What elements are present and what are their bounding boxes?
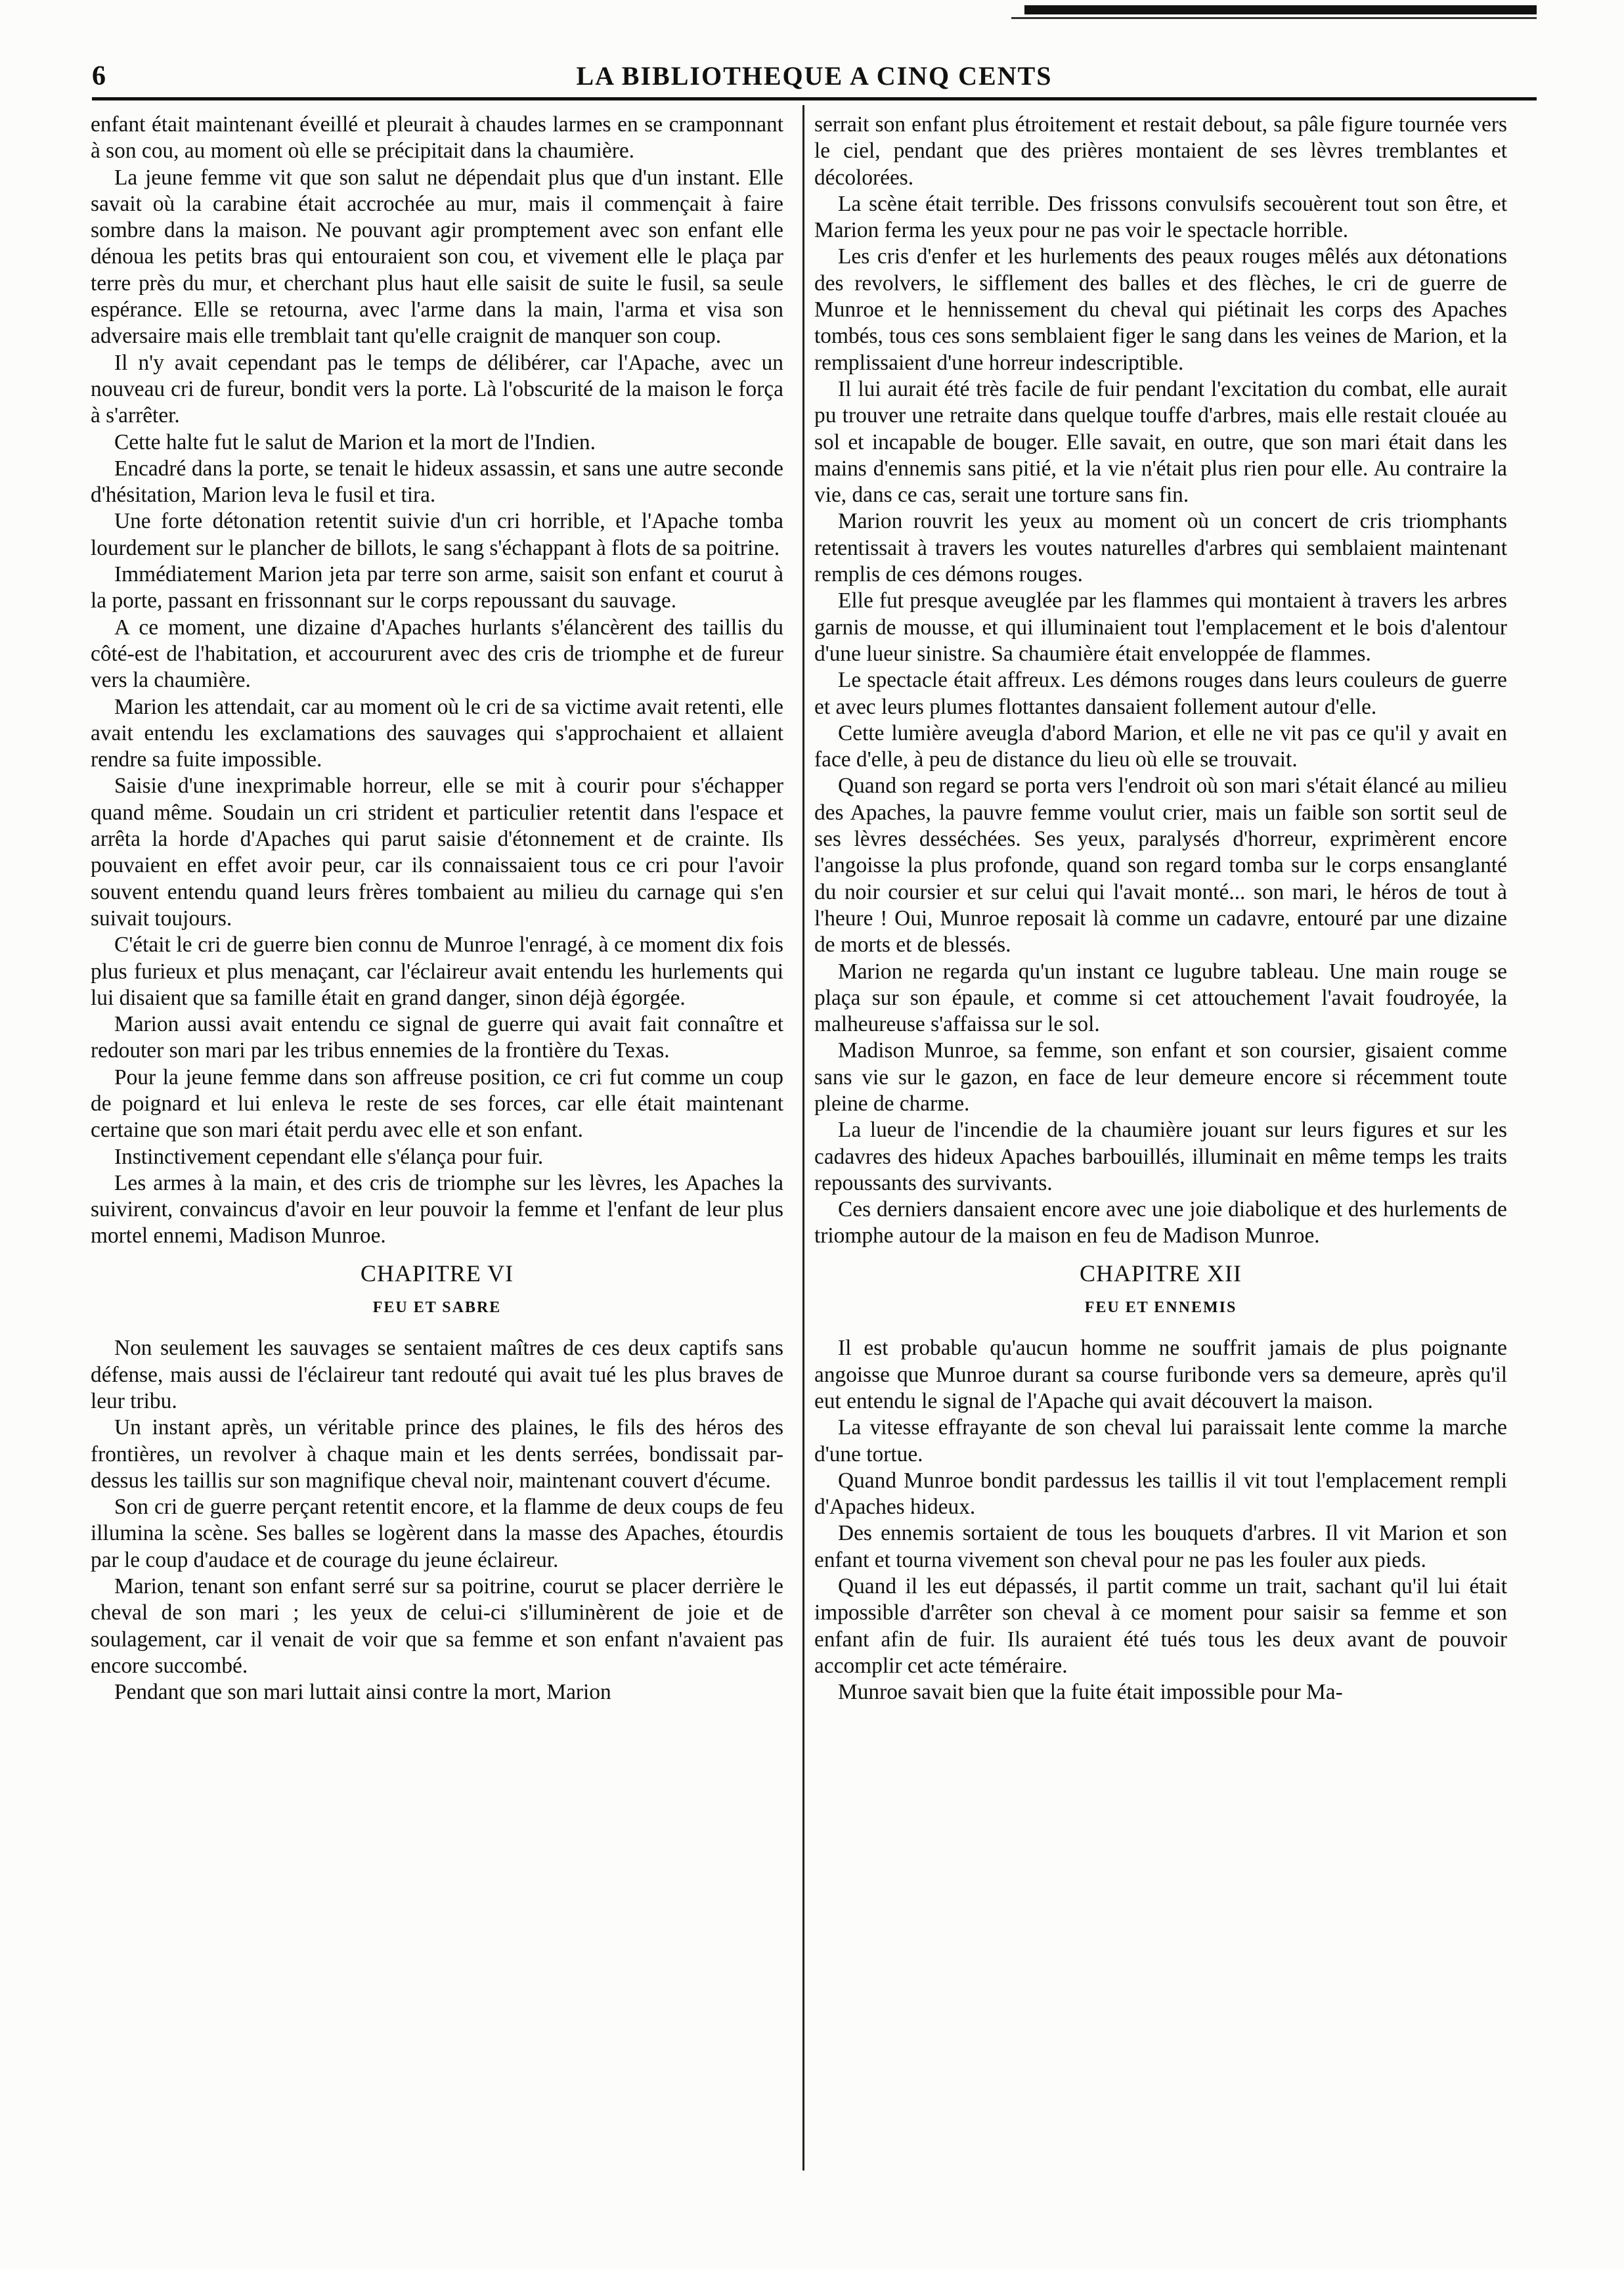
paragraph: Il est probable qu'aucun homme ne souffrit jamais de plus poignante angoisse que Munroe durant sa course furibonde vers sa demeure, après qu'il eut entendu le signal de l'Apache qui avait découvert la maison.	[814, 1336, 1507, 1413]
paragraph: serrait son enfant plus étroitement et restait debout, sa pâle figure tournée vers le ciel, pendant que des prières montaient de ses lèvres tremblantes et décolorées.	[814, 112, 1507, 190]
paragraph: Saisie d'une inexprimable horreur, elle se mit à courir pour s'échapper quand même. Soudain un cri strident et particulier retentit dans l'espace et arrêta la horde d'Apaches qui parut saisie d'étonnement et de crainte. Ils pouvaient en effet avoir peur, car ils connaissaient tous ce cri pour l'avoir souvent entendu quand leurs frères tombaient au milieu du carnage qui s'en suivait toujours.	[91, 774, 783, 931]
paragraph: Des ennemis sortaient de tous les bouquets d'arbres. Il vit Marion et son enfant et tourna vivement son cheval pour ne pas les fouler aux pieds.	[814, 1521, 1507, 1572]
paragraph: Non seulement les sauvages se sentaient maîtres de ces deux captifs sans défense, mais aussi de l'éclaireur tant redouté qui avait tué les plus braves de leur tribu.	[91, 1336, 783, 1413]
paragraph: La scène était terrible. Des frissons convulsifs secouèrent tout son être, et Marion ferma les yeux pour ne pas voir le spectacle horrible.	[814, 191, 1507, 243]
paragraph: C'était le cri de guerre bien connu de Munroe l'enragé, à ce moment dix fois plus furieux et plus menaçant, car l'éclaireur avait entendu les hurlements qui lui disaient que sa famille était en grand danger, sinon déjà égorgée.	[91, 933, 783, 1010]
paragraph: Encadré dans la porte, se tenait le hideux assassin, et sans une autre seconde d'hésitation, Marion leva le fusil et tira.	[91, 456, 783, 508]
paragraph: Quand son regard se porta vers l'endroit où son mari s'était élancé au milieu des Apaches, la pauvre femme voulut crier, mais un faible son sortit seul de ses lèvres desséchées. Ses yeux, paralysés d'horreur, exprimèrent encore l'angoisse la plus profonde, quand son regard tomba sur le corps ensanglanté du noir coursier et sur celui qui l'avait monté... son mari, le héros de tout à l'heure ! Oui, Munroe reposait là comme un cadavre, entouré par une dizaine de morts et de blessés.	[814, 774, 1507, 958]
paragraph: Marion rouvrit les yeux au moment où un concert de cris triomphants retentissait à travers les voutes naturelles d'arbres qui semblaient maintenant remplis de ces démons rouges.	[814, 509, 1507, 587]
paragraph: Un instant après, un véritable prince des plaines, le fils des héros des frontières, un revolver à chaque main et les dents serrées, bondissait par-dessus les taillis sur son magnifique cheval noir, maintenant couvert d'écume.	[91, 1415, 783, 1493]
paragraph: Pendant que son mari luttait ainsi contre la mort, Marion	[114, 1680, 611, 1705]
paragraph: Marion les attendait, car au moment où le cri de sa victime avait retenti, elle avait entendu les exclamations des sauvages qui s'approchaient et allaient rendre sa fuite impossible.	[91, 694, 783, 772]
paragraph: La lueur de l'incendie de la chaumière jouant sur leurs figures et sur les cadavres des hideux Apaches barbouillés, illuminait en même temps les traits repoussants des survivants.	[814, 1118, 1507, 1195]
paragraph: Munroe savait bien que la fuite était impossible pour Ma-	[838, 1680, 1343, 1705]
paragraph: Immédiatement Marion jeta par terre son arme, saisit son enfant et courut à la porte, passant en frissonnant sur le corps repoussant du sauvage.	[91, 562, 783, 613]
paragraph: Il n'y avait cependant pas le temps de délibérer, car l'Apache, avec un nouveau cri de fureur, bondit vers la porte. Là l'obscurité de la maison le força à s'arrêter.	[91, 350, 783, 428]
page-number: 6	[92, 61, 106, 91]
paragraph: Il lui aurait été très facile de fuir pendant l'excitation du combat, elle aurait pu trouver une retraite dans quelque touffe d'arbres, mais elle restait clouée au sol et incapable de bouger. Elle savait, en outre, que son mari était dans les mains d'ennemis sans pitié, et la vie n'était plus rien pour elle. Au contraire la vie, dans ce cas, serait une torture sans fin.	[814, 376, 1507, 508]
header-rule	[92, 97, 1537, 100]
paragraph: Quand il les eut dépassés, il partit comme un trait, sachant qu'il lui était impossible d'arrêter son cheval à ce moment pour saisir sa femme et son enfant afin de fuir. Ils auraient été tués tous les deux avant de pouvoir accomplir cet acte téméraire.	[814, 1574, 1507, 1678]
paragraph: Cette lumière aveugla d'abord Marion, et elle ne vit pas ce qu'il y avait en face d'elle, à peu de distance du lieu où elle se trouvait.	[814, 720, 1507, 772]
paragraph: Quand Munroe bondit pardessus les taillis il vit tout l'emplacement rempli d'Apaches hideux.	[814, 1468, 1507, 1520]
paragraph: La jeune femme vit que son salut ne dépendait plus que d'un instant. Elle savait où la carabine était accrochée au mur, mais il commençait à faire sombre dans la maison. Ne pouvant agir promptement avec son enfant elle dénoua les petits bras qui entouraient son cou, et vivement elle le plaça par terre près du mur, et cherchant plus haut elle saisit de suite le fusil, sa seule espérance. Elle se retourna, avec l'arme dans la main, l'arma et visa son adversaire mais elle tremblait tant qu'elle craignit de manquer son coup.	[91, 165, 783, 349]
paragraph: Les cris d'enfer et les hurlements des peaux rouges mêlés aux détonations des revolvers, le sifflement des balles et des flèches, le cri de guerre de Munroe et le hennissement du cheval qui piétinait les corps des Apaches tombés, tous ces sons semblaient figer le sang dans les veines de Marion, et la remplissaient d'une horreur indescriptible.	[814, 244, 1507, 375]
paragraph: Le spectacle était affreux. Les démons rouges dans leurs couleurs de guerre et avec leurs plumes flottantes dansaient follement autour d'elle.	[814, 668, 1507, 719]
paragraph: Elle fut presque aveuglée par les flammes qui montaient à travers les arbres garnis de mousse, et qui illuminaient tout l'emplacement et le bois d'alentour d'une lueur sinistre. Sa chaumière était enveloppée de flammes.	[814, 588, 1507, 666]
paragraph: Marion aussi avait entendu ce signal de guerre qui avait fait connaître et redouter son mari par les tribus ennemies de la frontière du Texas.	[91, 1012, 783, 1063]
paragraph: Son cri de guerre perçant retentit encore, et la flamme de deux coups de feu illumina la scène. Ses balles se logèrent dans la masse des Apaches, étourdis par le coup d'audace et de courage du jeune éclaireur.	[91, 1495, 783, 1572]
paragraph: enfant était maintenant éveillé et pleurait à chaudes larmes en se cramponnant à son cou, au moment où elle se précipitait dans la chaumière.	[91, 112, 783, 164]
paragraph: Les armes à la main, et des cris de triomphe sur les lèvres, les Apaches la suivirent, convaincus d'avoir en leur pouvoir la femme et l'enfant de leur plus mortel ennemi, Madison Munroe.	[91, 1170, 783, 1248]
paragraph: Marion, tenant son enfant serré sur sa poitrine, courut se placer derrière le cheval de son mari ; les yeux de celui-ci s'illuminèrent de joie et de soulagement, car il venait de voir que sa femme et son enfant n'avaient pas encore succombé.	[91, 1574, 783, 1678]
left-column	[91, 112, 783, 1706]
paragraph: Pour la jeune femme dans son affreuse position, ce cri fut comme un coup de poignard et lui enleva le reste de ses forces, car elle était maintenant certaine que son mari était perdu avec elle et son enfant.	[91, 1065, 783, 1143]
chapter-title: CHAPITRE XII	[1080, 1260, 1242, 1287]
chapter-subtitle: FEU ET SABRE	[372, 1299, 502, 1317]
top-edge-scan-line	[1011, 17, 1537, 19]
paragraph: Madison Munroe, sa femme, son enfant et son coursier, gisaient comme sans vie sur le gazon, en face de leur demeure encore si récemment toute pleine de charme.	[814, 1038, 1507, 1116]
paragraph: Cette halte fut le salut de Marion et la mort de l'Indien.	[114, 430, 596, 454]
chapter-title: CHAPITRE VI	[360, 1260, 514, 1287]
page-header	[92, 60, 1537, 100]
right-column	[814, 112, 1507, 1706]
paragraph: Ces derniers dansaient encore avec une joie diabolique et des hurlements de triomphe autour de la maison en feu de Madison Munroe.	[814, 1197, 1507, 1248]
paragraph: Instinctivement cependant elle s'élança pour fuir.	[114, 1144, 544, 1169]
paragraph: La vitesse effrayante de son cheval lui paraissait lente comme la marche d'une tortue.	[814, 1415, 1507, 1466]
paragraph: Marion ne regarda qu'un instant ce lugubre tableau. Une main rouge se plaça sur son épaule, et comme si cet attouchement l'avait foudroyée, la malheureuse s'affaissa sur le sol.	[814, 959, 1507, 1037]
paragraph: A ce moment, une dizaine d'Apaches hurlants s'élancèrent des taillis du côté-est de l'habitation, et accoururent avec des cris de triomphe et de fureur vers la chaumière.	[91, 615, 783, 693]
running-title: LA BIBLIOTHEQUE A CINQ CENTS	[576, 61, 1053, 91]
paragraph: Une forte détonation retentit suivie d'un cri horrible, et l'Apache tomba lourdement sur le plancher de billots, le sang s'échappant à flots de sa poitrine.	[91, 509, 783, 560]
column-divider	[802, 105, 804, 2170]
chapter-subtitle: FEU ET ENNEMIS	[1084, 1299, 1237, 1317]
top-edge-scan-mark	[1024, 5, 1537, 14]
